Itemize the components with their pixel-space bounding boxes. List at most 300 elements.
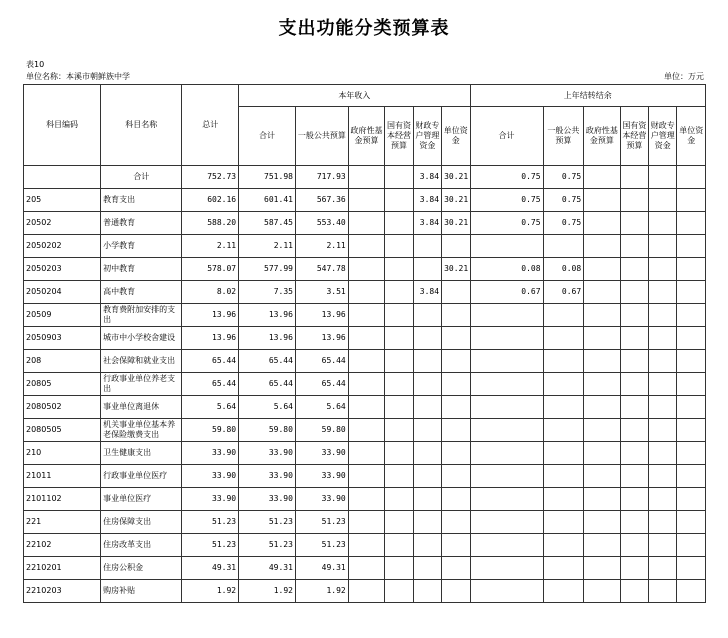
cell-p-fund — [584, 327, 621, 350]
cell-p-fund — [584, 442, 621, 465]
cell-p-sum — [470, 396, 543, 419]
cell-total: 578.07 — [182, 258, 239, 281]
cell-c-gen: 553.40 — [295, 212, 348, 235]
cell-total: 65.44 — [182, 373, 239, 396]
cell-c-fin — [413, 304, 441, 327]
table-row — [24, 419, 706, 442]
cell-p-fin — [649, 166, 677, 189]
cell-p-fund — [584, 557, 621, 580]
cell-name: 行政事业单位医疗 — [101, 465, 182, 488]
cell-c-fund — [348, 534, 385, 557]
cell-total: 33.90 — [182, 488, 239, 511]
cell-code: 210 — [24, 442, 101, 465]
cell-c-fund — [348, 281, 385, 304]
cell-name: 住房改革支出 — [101, 534, 182, 557]
cell-p-unit — [677, 488, 706, 511]
table-row — [24, 350, 706, 373]
cell-p-fin — [649, 419, 677, 442]
cell-p-sum — [470, 235, 543, 258]
cell-p-sum — [470, 350, 543, 373]
cell-c-fund — [348, 419, 385, 442]
cell-p-soe — [620, 442, 648, 465]
cell-p-sum — [470, 304, 543, 327]
cell-c-unit — [442, 465, 470, 488]
cell-c-unit — [442, 580, 470, 603]
cell-c-sum: 577.99 — [239, 258, 296, 281]
cell-c-soe — [385, 465, 413, 488]
cell-code: 2050202 — [24, 235, 101, 258]
cell-c-unit: 30.21 — [442, 212, 470, 235]
cell-c-soe — [385, 189, 413, 212]
cell-c-gen: 1.92 — [295, 580, 348, 603]
cell-name: 购房补贴 — [101, 580, 182, 603]
cell-p-gen — [543, 557, 584, 580]
cell-name: 高中教育 — [101, 281, 182, 304]
cell-code: 22102 — [24, 534, 101, 557]
header-cur-unit: 单位资金 — [442, 107, 470, 166]
table-number: 表10 — [26, 60, 45, 69]
cell-p-sum — [470, 488, 543, 511]
cell-c-soe — [385, 534, 413, 557]
cell-c-soe — [385, 281, 413, 304]
cell-c-unit — [442, 442, 470, 465]
cell-p-soe — [620, 166, 648, 189]
cell-p-fin — [649, 189, 677, 212]
cell-p-fin — [649, 212, 677, 235]
cell-code: 20509 — [24, 304, 101, 327]
cell-total: 49.31 — [182, 557, 239, 580]
cell-p-soe — [620, 281, 648, 304]
cell-p-gen — [543, 235, 584, 258]
cell-c-unit — [442, 511, 470, 534]
cell-total: 33.90 — [182, 465, 239, 488]
cell-code: 2050903 — [24, 327, 101, 350]
cell-c-gen: 33.90 — [295, 488, 348, 511]
cell-name: 住房公积金 — [101, 557, 182, 580]
cell-total: 2.11 — [182, 235, 239, 258]
cell-p-sum — [470, 511, 543, 534]
cell-c-soe — [385, 511, 413, 534]
cell-p-unit — [677, 511, 706, 534]
cell-c-unit — [442, 534, 470, 557]
cell-c-gen: 65.44 — [295, 350, 348, 373]
cell-code: 205 — [24, 189, 101, 212]
cell-p-fin — [649, 557, 677, 580]
cell-p-unit — [677, 373, 706, 396]
cell-p-gen — [543, 396, 584, 419]
cell-name: 城市中小学校舍建设 — [101, 327, 182, 350]
cell-p-fin — [649, 281, 677, 304]
cell-c-sum: 59.80 — [239, 419, 296, 442]
cell-p-gen — [543, 373, 584, 396]
cell-p-unit — [677, 166, 706, 189]
cell-c-sum: 65.44 — [239, 350, 296, 373]
cell-code: 20502 — [24, 212, 101, 235]
cell-p-fund — [584, 212, 621, 235]
cell-c-unit — [442, 557, 470, 580]
cell-p-sum: 0.75 — [470, 166, 543, 189]
cell-c-fin — [413, 511, 441, 534]
cell-p-unit — [677, 327, 706, 350]
table-row — [24, 511, 706, 534]
cell-c-soe — [385, 350, 413, 373]
cell-c-soe — [385, 419, 413, 442]
cell-p-fin — [649, 350, 677, 373]
cell-c-gen: 5.64 — [295, 396, 348, 419]
cell-p-fin — [649, 580, 677, 603]
cell-p-soe — [620, 212, 648, 235]
cell-c-gen: 33.90 — [295, 465, 348, 488]
cell-p-unit — [677, 189, 706, 212]
table-row — [24, 235, 706, 258]
cell-c-fund — [348, 189, 385, 212]
cell-p-sum — [470, 373, 543, 396]
table-row — [24, 557, 706, 580]
cell-p-gen: 0.75 — [543, 166, 584, 189]
cell-p-fund — [584, 488, 621, 511]
table-row — [24, 258, 706, 281]
cell-total: 588.20 — [182, 212, 239, 235]
cell-c-sum: 65.44 — [239, 373, 296, 396]
cell-c-unit — [442, 281, 470, 304]
cell-code: 221 — [24, 511, 101, 534]
header-cur-fin: 财政专户管理资金 — [413, 107, 441, 166]
cell-p-fund — [584, 511, 621, 534]
cell-name: 教育费附加安排的支出 — [101, 304, 182, 327]
cell-p-fund — [584, 580, 621, 603]
cell-c-sum: 601.41 — [239, 189, 296, 212]
cell-c-fin — [413, 580, 441, 603]
cell-p-soe — [620, 258, 648, 281]
cell-c-fin — [413, 258, 441, 281]
cell-name: 行政事业单位养老支出 — [101, 373, 182, 396]
cell-c-gen: 65.44 — [295, 373, 348, 396]
cell-c-sum: 33.90 — [239, 465, 296, 488]
cell-code: 2080505 — [24, 419, 101, 442]
header-cur-fund: 政府性基金预算 — [348, 107, 385, 166]
cell-p-unit — [677, 396, 706, 419]
cell-name: 住房保障支出 — [101, 511, 182, 534]
cell-p-gen — [543, 511, 584, 534]
cell-c-sum: 13.96 — [239, 304, 296, 327]
cell-c-fund — [348, 442, 385, 465]
cell-c-sum: 33.90 — [239, 488, 296, 511]
cell-total: 752.73 — [182, 166, 239, 189]
cell-p-soe — [620, 396, 648, 419]
cell-c-fin — [413, 557, 441, 580]
cell-p-fund — [584, 373, 621, 396]
cell-c-fund — [348, 488, 385, 511]
cell-p-fin — [649, 373, 677, 396]
cell-p-soe — [620, 304, 648, 327]
cell-code: 2080502 — [24, 396, 101, 419]
cell-total: 13.96 — [182, 304, 239, 327]
cell-c-soe — [385, 166, 413, 189]
cell-p-soe — [620, 189, 648, 212]
cell-c-fund — [348, 350, 385, 373]
cell-code: 208 — [24, 350, 101, 373]
cell-c-sum: 587.45 — [239, 212, 296, 235]
cell-p-fin — [649, 534, 677, 557]
cell-c-fund — [348, 557, 385, 580]
cell-c-fin — [413, 327, 441, 350]
cell-c-sum: 1.92 — [239, 580, 296, 603]
cell-c-unit: 30.21 — [442, 258, 470, 281]
cell-c-sum: 751.98 — [239, 166, 296, 189]
header-cur-sum: 合计 — [239, 107, 296, 166]
header-name: 科目名称 — [101, 85, 182, 166]
table-row — [24, 488, 706, 511]
cell-p-gen — [543, 442, 584, 465]
cell-name: 合计 — [101, 166, 182, 189]
cell-c-fin — [413, 442, 441, 465]
cell-c-soe — [385, 258, 413, 281]
cell-total: 8.02 — [182, 281, 239, 304]
cell-c-soe — [385, 557, 413, 580]
cell-p-sum: 0.75 — [470, 189, 543, 212]
cell-p-unit — [677, 212, 706, 235]
cell-p-fin — [649, 258, 677, 281]
cell-c-soe — [385, 580, 413, 603]
cell-c-unit — [442, 396, 470, 419]
cell-p-soe — [620, 327, 648, 350]
cell-p-sum — [470, 327, 543, 350]
cell-p-soe — [620, 465, 648, 488]
cell-c-fund — [348, 166, 385, 189]
cell-p-gen — [543, 419, 584, 442]
cell-p-fin — [649, 511, 677, 534]
header-prev-soe: 国有资本经营预算 — [620, 107, 648, 166]
cell-name: 小学教育 — [101, 235, 182, 258]
cell-code: 2210201 — [24, 557, 101, 580]
cell-p-fin — [649, 488, 677, 511]
cell-code: 2050204 — [24, 281, 101, 304]
cell-c-soe — [385, 373, 413, 396]
cell-c-fund — [348, 373, 385, 396]
cell-c-fund — [348, 465, 385, 488]
cell-p-gen — [543, 304, 584, 327]
cell-p-sum — [470, 465, 543, 488]
cell-total: 5.64 — [182, 396, 239, 419]
header-current-year: 本年收入 — [239, 85, 470, 107]
cell-c-fund — [348, 580, 385, 603]
cell-total: 65.44 — [182, 350, 239, 373]
header-prev-fin: 财政专户管理资金 — [649, 107, 677, 166]
cell-c-unit — [442, 327, 470, 350]
cell-p-fin — [649, 304, 677, 327]
table-row — [24, 534, 706, 557]
cell-c-sum: 33.90 — [239, 442, 296, 465]
cell-c-gen: 13.96 — [295, 327, 348, 350]
cell-p-unit — [677, 281, 706, 304]
cell-p-gen: 0.75 — [543, 212, 584, 235]
cell-code: 2101102 — [24, 488, 101, 511]
cell-c-unit: 30.21 — [442, 189, 470, 212]
cell-c-fin — [413, 373, 441, 396]
cell-c-fin — [413, 419, 441, 442]
header-prev-balance: 上年结转结余 — [470, 85, 706, 107]
cell-p-soe — [620, 350, 648, 373]
table-row — [24, 281, 706, 304]
cell-total: 33.90 — [182, 442, 239, 465]
cell-total: 1.92 — [182, 580, 239, 603]
cell-c-unit — [442, 488, 470, 511]
cell-c-fund — [348, 212, 385, 235]
cell-code — [24, 166, 101, 189]
cell-p-unit — [677, 580, 706, 603]
cell-c-soe — [385, 235, 413, 258]
cell-p-fund — [584, 419, 621, 442]
table-row — [24, 442, 706, 465]
cell-p-fund — [584, 281, 621, 304]
cell-c-gen: 51.23 — [295, 534, 348, 557]
cell-c-sum: 49.31 — [239, 557, 296, 580]
cell-c-gen: 2.11 — [295, 235, 348, 258]
cell-p-soe — [620, 373, 648, 396]
cell-code: 2210203 — [24, 580, 101, 603]
cell-code: 20805 — [24, 373, 101, 396]
cell-c-fin — [413, 465, 441, 488]
cell-c-sum: 13.96 — [239, 327, 296, 350]
cell-p-sum — [470, 419, 543, 442]
cell-c-unit — [442, 235, 470, 258]
cell-c-unit — [442, 419, 470, 442]
cell-name: 机关事业单位基本养老保险缴费支出 — [101, 419, 182, 442]
cell-name: 卫生健康支出 — [101, 442, 182, 465]
cell-p-soe — [620, 488, 648, 511]
cell-name: 事业单位离退休 — [101, 396, 182, 419]
table-row — [24, 396, 706, 419]
cell-p-gen — [543, 327, 584, 350]
table-row — [24, 212, 706, 235]
cell-p-gen — [543, 465, 584, 488]
cell-p-soe — [620, 235, 648, 258]
cell-c-fund — [348, 304, 385, 327]
cell-p-unit — [677, 442, 706, 465]
cell-c-fund — [348, 327, 385, 350]
cell-c-gen: 717.93 — [295, 166, 348, 189]
cell-p-sum — [470, 580, 543, 603]
cell-p-gen: 0.08 — [543, 258, 584, 281]
cell-c-fin — [413, 488, 441, 511]
cell-p-soe — [620, 557, 648, 580]
cell-c-unit — [442, 373, 470, 396]
cell-c-sum: 51.23 — [239, 511, 296, 534]
cell-p-fund — [584, 350, 621, 373]
table-row — [24, 580, 706, 603]
cell-c-gen: 59.80 — [295, 419, 348, 442]
cell-c-fund — [348, 258, 385, 281]
cell-p-fin — [649, 465, 677, 488]
header-prev-sum: 合计 — [470, 107, 543, 166]
cell-c-unit: 30.21 — [442, 166, 470, 189]
cell-c-fin — [413, 396, 441, 419]
header-prev-fund: 政府性基金预算 — [584, 107, 621, 166]
cell-p-sum — [470, 534, 543, 557]
cell-c-sum: 7.35 — [239, 281, 296, 304]
cell-c-fin: 3.84 — [413, 212, 441, 235]
cell-c-fin — [413, 350, 441, 373]
cell-c-fin — [413, 235, 441, 258]
cell-p-fund — [584, 304, 621, 327]
table-row — [24, 327, 706, 350]
cell-c-gen: 547.78 — [295, 258, 348, 281]
cell-p-gen — [543, 580, 584, 603]
cell-c-soe — [385, 442, 413, 465]
cell-total: 602.16 — [182, 189, 239, 212]
budget-table — [23, 84, 706, 603]
cell-name: 教育支出 — [101, 189, 182, 212]
cell-p-unit — [677, 304, 706, 327]
cell-total: 51.23 — [182, 534, 239, 557]
cell-name: 初中教育 — [101, 258, 182, 281]
table-row — [24, 304, 706, 327]
cell-p-fund — [584, 258, 621, 281]
cell-c-gen: 33.90 — [295, 442, 348, 465]
cell-p-fund — [584, 166, 621, 189]
header-cur-soe: 国有资本经营预算 — [385, 107, 413, 166]
cell-name: 普通教育 — [101, 212, 182, 235]
header-prev-general: 一般公共预算 — [543, 107, 584, 166]
cell-c-fund — [348, 396, 385, 419]
cell-p-soe — [620, 580, 648, 603]
cell-name: 社会保障和就业支出 — [101, 350, 182, 373]
cell-code: 2050203 — [24, 258, 101, 281]
cell-p-gen — [543, 488, 584, 511]
table-row — [24, 465, 706, 488]
cell-total: 59.80 — [182, 419, 239, 442]
cell-p-unit — [677, 534, 706, 557]
cell-p-fin — [649, 235, 677, 258]
cell-code: 21011 — [24, 465, 101, 488]
cell-p-unit — [677, 235, 706, 258]
cell-total: 51.23 — [182, 511, 239, 534]
cell-c-fund — [348, 235, 385, 258]
cell-c-fin — [413, 534, 441, 557]
cell-c-gen: 51.23 — [295, 511, 348, 534]
budget-table-body — [24, 166, 706, 603]
cell-c-fin: 3.84 — [413, 281, 441, 304]
cell-c-fin: 3.84 — [413, 189, 441, 212]
cell-p-soe — [620, 419, 648, 442]
cell-p-unit — [677, 350, 706, 373]
cell-c-sum: 51.23 — [239, 534, 296, 557]
cell-c-fund — [348, 511, 385, 534]
cell-p-unit — [677, 465, 706, 488]
cell-total: 13.96 — [182, 327, 239, 350]
cell-c-gen: 13.96 — [295, 304, 348, 327]
cell-c-fin: 3.84 — [413, 166, 441, 189]
unit-name: 单位名称：本溪市朝鲜族中学 — [26, 72, 130, 81]
cell-p-fund — [584, 189, 621, 212]
cell-c-unit — [442, 304, 470, 327]
header-cur-general: 一般公共预算 — [295, 107, 348, 166]
cell-p-fin — [649, 442, 677, 465]
header-prev-unit: 单位资金 — [677, 107, 706, 166]
cell-p-fund — [584, 235, 621, 258]
cell-c-gen: 49.31 — [295, 557, 348, 580]
cell-p-sum: 0.75 — [470, 212, 543, 235]
table-row — [24, 373, 706, 396]
cell-p-soe — [620, 534, 648, 557]
cell-p-fund — [584, 465, 621, 488]
cell-p-gen: 0.67 — [543, 281, 584, 304]
cell-p-sum: 0.67 — [470, 281, 543, 304]
cell-c-soe — [385, 212, 413, 235]
cell-c-unit — [442, 350, 470, 373]
cell-p-fin — [649, 327, 677, 350]
cell-c-soe — [385, 396, 413, 419]
